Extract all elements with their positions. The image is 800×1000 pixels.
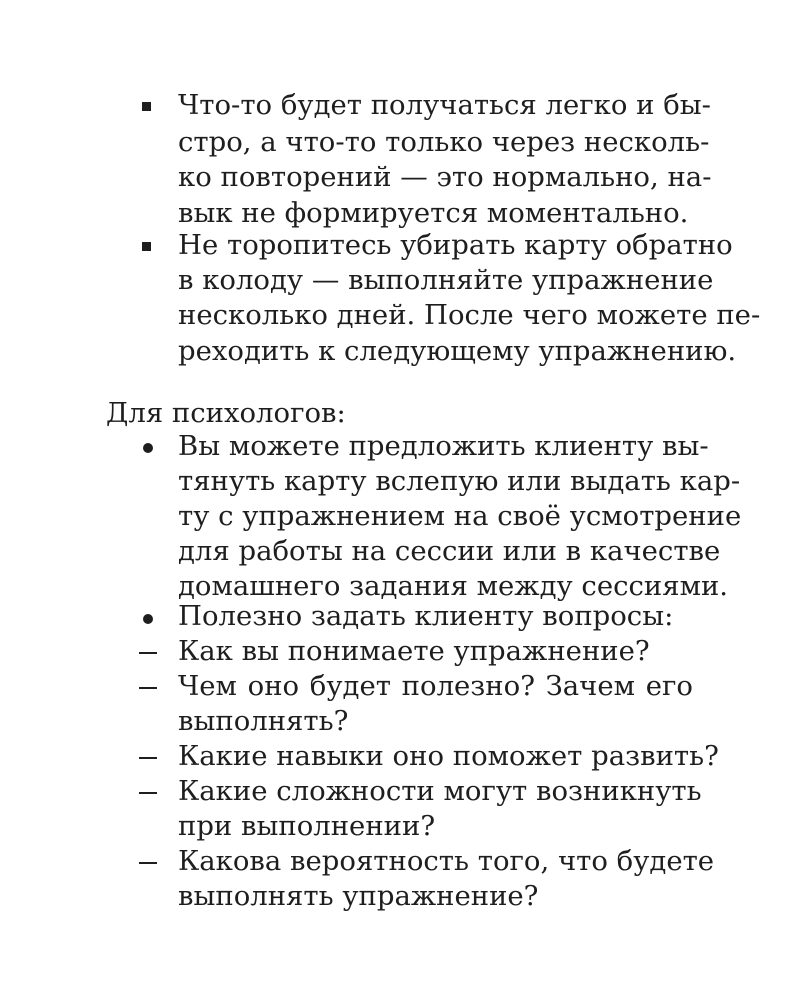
square-bullet-icon — [142, 102, 151, 111]
tip-1-line-1: Что-то будет получаться легко и бы- — [178, 89, 711, 121]
question-4-line-2: при выполнении? — [178, 810, 436, 842]
tip-1-line-4: вык не формируется моментально. — [178, 197, 689, 229]
square-bullet-icon — [142, 242, 151, 251]
question-5-line-2: выполнять упражнение? — [178, 880, 539, 912]
bullet-1-line-4: для работы на сессии или в качестве — [178, 535, 721, 567]
dash-bullet-icon — [139, 792, 157, 794]
question-2-line-1: Чем оно будет полезно? Зачем его — [178, 670, 693, 702]
tip-2-line-2: в колоду — выполняйте упражнение — [178, 264, 714, 296]
bullet-1-line-2: тянуть карту вслепую или выдать кар- — [178, 465, 741, 497]
question-5-line-1: Какова вероятность того, что будете — [178, 845, 715, 877]
question-2-line-2: выполнять? — [178, 705, 349, 737]
dash-bullet-icon — [139, 862, 157, 864]
tip-1-line-2: стро, а что-то только через несколь- — [178, 126, 710, 158]
tip-2-line-1: Не торопитесь убирать карту обратно — [178, 229, 733, 261]
dash-bullet-icon — [139, 757, 157, 759]
tip-2-line-4: реходить к следующему упражнению. — [178, 335, 737, 367]
question-4-line-1: Какие сложности могут возникнуть — [178, 775, 702, 807]
section-heading: Для психологов: — [106, 397, 346, 429]
dash-bullet-icon — [139, 687, 157, 689]
bullet-1-line-5: домашнего задания между сессиями. — [178, 570, 729, 602]
round-bullet-icon — [143, 614, 153, 624]
question-1-line-1: Как вы понимаете упражнение? — [178, 635, 650, 667]
tip-2-line-3: несколько дней. После чего можете пе- — [178, 299, 761, 331]
bullet-1-line-1: Вы можете предложить клиенту вы- — [178, 430, 709, 462]
dash-bullet-icon — [139, 652, 157, 654]
bullet-1-line-3: ту с упражнением на своё усмотрение — [178, 500, 742, 532]
tip-1-line-3: ко повторений — это нормально, на- — [178, 161, 712, 193]
question-3-line-1: Какие навыки оно поможет развить? — [178, 740, 719, 772]
bullet-2-line-1: Полезно задать клиенту вопросы: — [178, 600, 674, 632]
round-bullet-icon — [143, 443, 153, 453]
